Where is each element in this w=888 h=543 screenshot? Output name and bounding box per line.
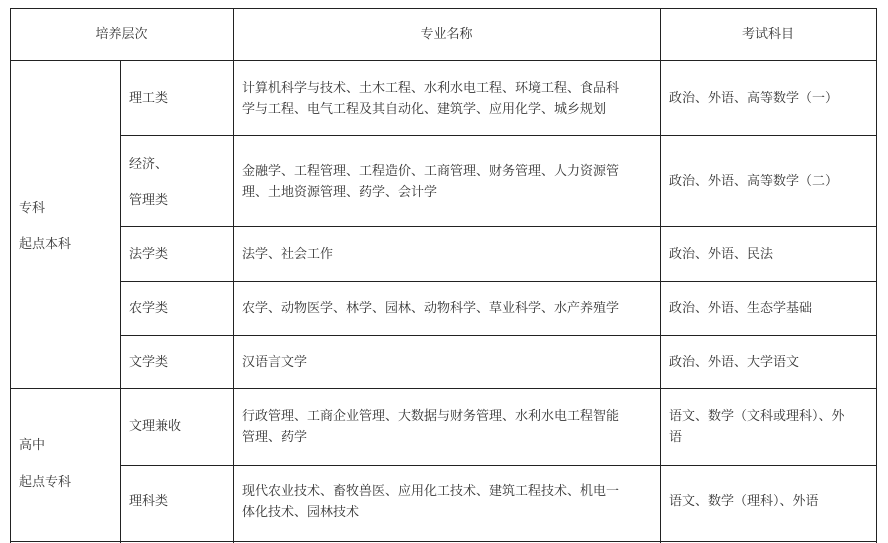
subjects-cell: 政治、外语、高等数学（一） xyxy=(669,91,839,106)
table-border xyxy=(10,388,877,389)
category-cell: 文学类 xyxy=(129,355,169,370)
category-cell: 农学类 xyxy=(129,301,169,316)
group-level-line: 高中 xyxy=(19,438,46,453)
subjects-cell: 政治、外语、大学语文 xyxy=(669,355,800,370)
table-border xyxy=(233,8,234,543)
major-line: 管理、药学 xyxy=(242,430,308,445)
subjects-line: 语 xyxy=(669,430,683,445)
major-line: 理、土地资源管理、药学、会计学 xyxy=(242,185,438,200)
subjects-cell: 政治、外语、民法 xyxy=(669,247,774,262)
group-level-line: 专科 xyxy=(19,201,46,216)
category-cell: 理工类 xyxy=(129,91,169,106)
category-cell: 法学类 xyxy=(129,247,169,262)
major-line: 现代农业技术、畜牧兽医、应用化工技术、建筑工程技术、机电一 xyxy=(242,484,620,499)
major-line: 学与工程、电气工程及其自动化、建筑学、应用化学、城乡规划 xyxy=(242,102,607,117)
header-level: 培养层次 xyxy=(95,27,148,42)
major-line: 体化技术、园林技术 xyxy=(242,505,360,520)
table-border xyxy=(10,8,877,9)
group-level-line: 起点专科 xyxy=(19,475,72,490)
major-line: 计算机科学与技术、土木工程、水利水电工程、环境工程、食品科 xyxy=(242,81,620,96)
category-cell: 理科类 xyxy=(129,494,169,509)
table-border xyxy=(120,60,121,543)
table-border xyxy=(660,8,661,543)
subjects-cell: 语文、数学（理科）、外语 xyxy=(669,494,819,509)
subjects-line: 语文、数学（文科或理科）、外 xyxy=(669,409,845,424)
major-line: 汉语言文学 xyxy=(242,355,308,370)
group-level-line: 起点本科 xyxy=(19,237,72,252)
category-line: 经济、 xyxy=(129,157,169,172)
major-line: 农学、动物医学、林学、园林、动物科学、草业科学、水产养殖学 xyxy=(242,301,620,316)
category-cell: 文理兼收 xyxy=(129,419,182,434)
table-border xyxy=(876,8,877,543)
major-line: 法学、社会工作 xyxy=(242,247,334,262)
subjects-cell: 政治、外语、生态学基础 xyxy=(669,301,813,316)
category-line: 管理类 xyxy=(129,193,169,208)
header-subjects: 考试科目 xyxy=(741,27,794,42)
major-line: 行政管理、工商企业管理、大数据与财务管理、水利水电工程智能 xyxy=(242,409,620,424)
major-line: 金融学、工程管理、工程造价、工商管理、财务管理、人力资源管 xyxy=(242,164,620,179)
table-border xyxy=(10,541,877,542)
table-border xyxy=(10,60,877,61)
header-major: 专业名称 xyxy=(420,27,473,42)
table-border xyxy=(10,8,11,543)
subjects-cell: 政治、外语、高等数学（二） xyxy=(669,174,839,189)
